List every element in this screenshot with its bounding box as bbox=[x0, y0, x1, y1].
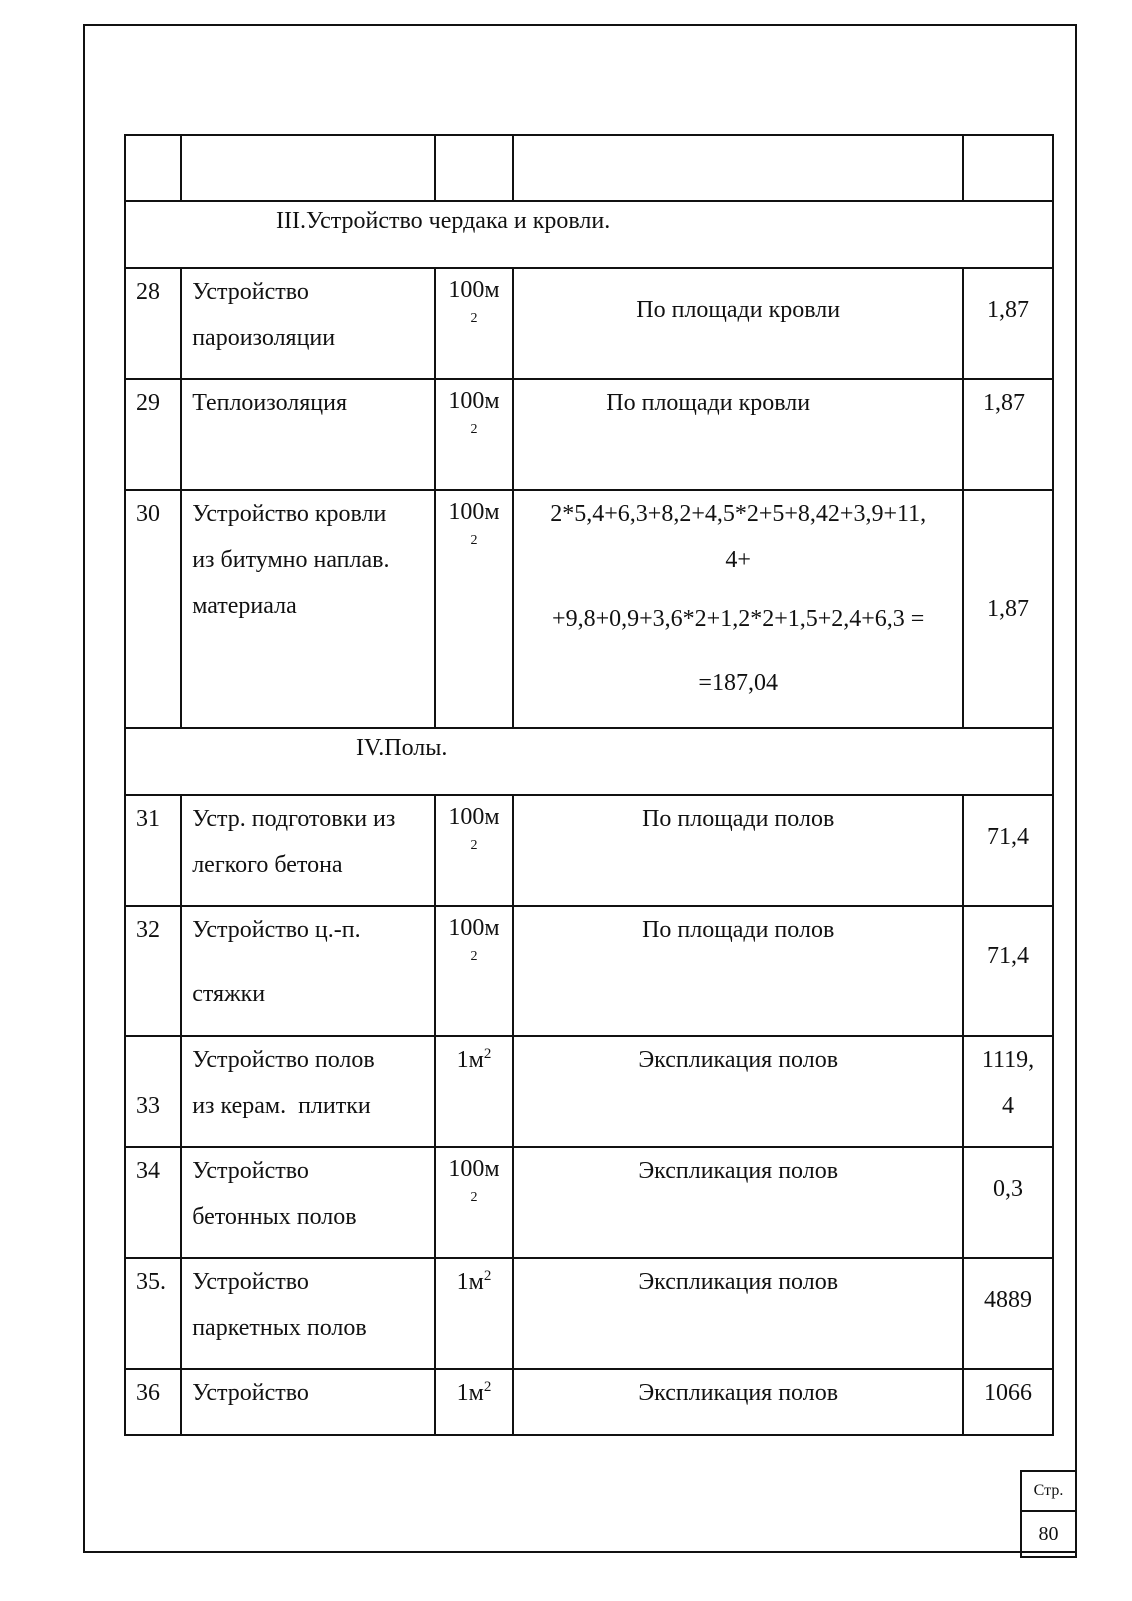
work-name-line: пароизоляции bbox=[192, 325, 336, 351]
work-name bbox=[181, 795, 434, 906]
calculation-line: =187,04 bbox=[698, 670, 778, 696]
row-number: 35. bbox=[125, 1258, 181, 1369]
unit-superscript: 2 bbox=[470, 311, 478, 326]
quantity: 1,87 bbox=[983, 390, 1026, 416]
work-name-line: Теплоизоляция bbox=[192, 390, 348, 416]
row-number-text: 33 bbox=[136, 1093, 160, 1119]
header-cell bbox=[963, 135, 1053, 201]
calculation-line: По площади полов bbox=[642, 917, 835, 943]
header-cell bbox=[435, 135, 514, 201]
calculation-cell bbox=[513, 268, 963, 379]
work-name-line: Устр. подготовки из bbox=[192, 806, 396, 832]
unit: 100м bbox=[448, 804, 500, 830]
table-row bbox=[125, 268, 1053, 379]
calculation-line: Экспликация полов bbox=[638, 1269, 839, 1295]
unit: 100м bbox=[448, 388, 500, 414]
row-number: 32 bbox=[125, 906, 181, 1036]
calculation-cell bbox=[513, 490, 963, 728]
table-row bbox=[125, 379, 1053, 490]
header-cell bbox=[181, 135, 434, 201]
calculation-cell bbox=[513, 906, 963, 1036]
table-row bbox=[125, 1369, 1053, 1435]
quantity-cell bbox=[963, 906, 1053, 1036]
quantity: 1,87 bbox=[987, 297, 1030, 323]
quantity: 1066 bbox=[984, 1380, 1033, 1406]
table-header-row bbox=[125, 135, 1053, 201]
calculation-line: Экспликация полов bbox=[638, 1158, 839, 1184]
unit: 1м bbox=[456, 1380, 484, 1406]
work-name bbox=[181, 268, 434, 379]
work-name-line: Устройство bbox=[192, 1158, 309, 1184]
work-name-line: стяжки bbox=[192, 981, 266, 1007]
unit: 100м bbox=[448, 277, 500, 303]
page-number-stamp bbox=[1020, 1470, 1077, 1558]
unit: 100м bbox=[448, 1156, 500, 1182]
quantity: 71,4 bbox=[987, 824, 1030, 850]
work-name-line: Устройство bbox=[192, 1380, 309, 1406]
table-row bbox=[125, 906, 1053, 1036]
calculation-line: По площади кровли bbox=[606, 390, 811, 416]
work-name-line: Устройство кровли bbox=[192, 501, 387, 527]
calculation-cell bbox=[513, 379, 963, 490]
row-number: 34 bbox=[125, 1147, 181, 1258]
header-cell bbox=[125, 135, 181, 201]
row-number bbox=[125, 1036, 181, 1147]
calculation-line: 4+ bbox=[725, 547, 751, 573]
section-title: III.Устройство чердака и кровли. bbox=[276, 208, 611, 234]
unit: 100м bbox=[448, 915, 500, 941]
unit-cell bbox=[435, 906, 514, 1036]
work-name-line: Устройство ц.-п. bbox=[192, 917, 361, 943]
quantity-line: 4 bbox=[1002, 1093, 1015, 1119]
work-name bbox=[181, 906, 434, 1036]
calculation-line: По площади полов bbox=[642, 806, 835, 832]
calculation-line: +9,8+0,9+3,6*2+1,2*2+1,5+2,4+6,3 = bbox=[552, 606, 925, 632]
unit-cell bbox=[435, 1258, 514, 1369]
work-name bbox=[181, 1258, 434, 1369]
work-name-line: материала bbox=[192, 593, 297, 619]
work-name-line: из битумно наплав. bbox=[192, 547, 390, 573]
row-number: 31 bbox=[125, 795, 181, 906]
quantity-cell bbox=[963, 1258, 1053, 1369]
unit-superscript: 2 bbox=[470, 422, 478, 437]
work-name bbox=[181, 490, 434, 728]
work-name bbox=[181, 1036, 434, 1147]
row-number: 30 bbox=[125, 490, 181, 728]
table-row bbox=[125, 490, 1053, 728]
section-title-cell bbox=[125, 728, 1053, 795]
table-row bbox=[125, 1147, 1053, 1258]
unit: 1м bbox=[456, 1047, 484, 1073]
section-row bbox=[125, 728, 1053, 795]
quantity: 4889 bbox=[984, 1287, 1033, 1313]
work-name bbox=[181, 379, 434, 490]
work-name-line: паркетных полов bbox=[192, 1315, 367, 1341]
quantity-cell bbox=[963, 379, 1053, 490]
quantity-line: 1119, bbox=[981, 1047, 1035, 1073]
quantity: 1,87 bbox=[987, 596, 1030, 622]
quantity-cell bbox=[963, 490, 1053, 728]
section-title-cell bbox=[125, 201, 1053, 268]
quantity: 71,4 bbox=[987, 943, 1030, 969]
calculation-cell bbox=[513, 1369, 963, 1435]
quantity-cell bbox=[963, 1147, 1053, 1258]
row-number: 29 bbox=[125, 379, 181, 490]
unit-superscript: 2 bbox=[470, 1190, 478, 1205]
unit-superscript: 2 bbox=[470, 949, 478, 964]
work-name bbox=[181, 1369, 434, 1435]
unit-cell bbox=[435, 1369, 514, 1435]
table-row bbox=[125, 1258, 1053, 1369]
unit-superscript: 2 bbox=[483, 1268, 492, 1284]
unit-superscript: 2 bbox=[470, 533, 478, 548]
quantity: 0,3 bbox=[993, 1176, 1024, 1202]
work-name-line: Устройство bbox=[192, 279, 309, 305]
quantity-cell bbox=[963, 1369, 1053, 1435]
unit: 100м bbox=[448, 499, 500, 525]
row-number: 36 bbox=[125, 1369, 181, 1435]
work-name-line: Устройство полов bbox=[192, 1047, 375, 1073]
table-row bbox=[125, 1036, 1053, 1147]
work-name-line: бетонных полов bbox=[192, 1204, 357, 1230]
calculation-cell bbox=[513, 1147, 963, 1258]
calculation-line: Экспликация полов bbox=[638, 1047, 839, 1073]
unit-superscript: 2 bbox=[470, 838, 478, 853]
calculation-cell bbox=[513, 1258, 963, 1369]
work-name-line: из керам. плитки bbox=[192, 1093, 371, 1119]
unit-cell bbox=[435, 1036, 514, 1147]
work-name bbox=[181, 1147, 434, 1258]
header-cell bbox=[513, 135, 963, 201]
calculation-line: 2*5,4+6,3+8,2+4,5*2+5+8,42+3,9+11, bbox=[550, 501, 927, 527]
unit: 1м bbox=[456, 1269, 484, 1295]
works-table bbox=[124, 134, 1054, 1436]
page-label: Стр. bbox=[1021, 1471, 1076, 1511]
row-number: 28 bbox=[125, 268, 181, 379]
quantity-cell bbox=[963, 268, 1053, 379]
unit-superscript: 2 bbox=[483, 1379, 492, 1395]
quantity-cell bbox=[963, 795, 1053, 906]
unit-cell bbox=[435, 1147, 514, 1258]
unit-cell bbox=[435, 268, 514, 379]
unit-cell bbox=[435, 795, 514, 906]
unit-superscript: 2 bbox=[483, 1046, 492, 1062]
section-row bbox=[125, 201, 1053, 268]
unit-cell bbox=[435, 379, 514, 490]
quantity-cell bbox=[963, 1036, 1053, 1147]
work-name-line: Устройство bbox=[192, 1269, 309, 1295]
unit-cell bbox=[435, 490, 514, 728]
section-title: IV.Полы. bbox=[356, 735, 448, 761]
table-row bbox=[125, 795, 1053, 906]
work-name-line: легкого бетона bbox=[192, 852, 343, 878]
calculation-line: По площади кровли bbox=[636, 297, 841, 323]
calculation-line: Экспликация полов bbox=[638, 1380, 839, 1406]
page-number: 80 bbox=[1021, 1511, 1076, 1557]
calculation-cell bbox=[513, 1036, 963, 1147]
calculation-cell bbox=[513, 795, 963, 906]
